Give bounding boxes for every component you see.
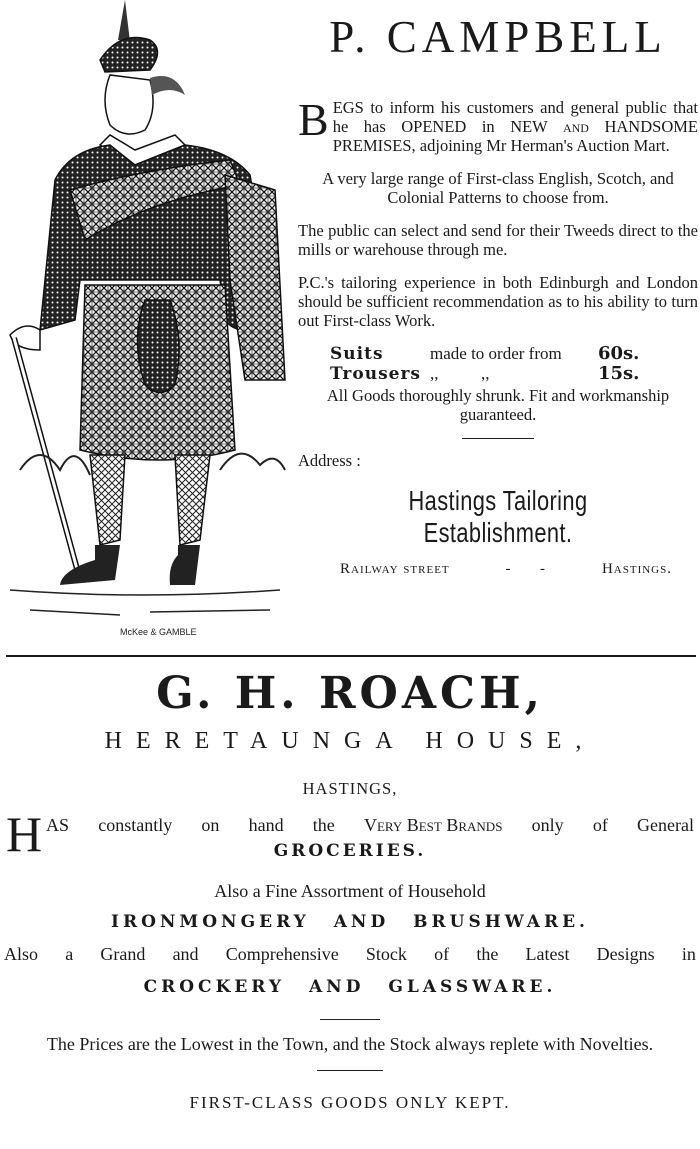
drop-cap-h: H [6, 806, 43, 862]
price-suits [298, 344, 698, 364]
price-value-suits: 60s. [598, 343, 640, 365]
prices-paragraph: The Prices are the Lowest in the Town, and the Stock always replete with Novelties. [46, 1034, 654, 1054]
street-dashes: - - [505, 561, 547, 578]
roach-advertisement [0, 664, 700, 1113]
groceries-heading: GROCERIES. [273, 841, 427, 861]
rule-2 [317, 1070, 383, 1071]
intro-paragraph: BEGS to inform his customers and general public that he has OPENED in NEW and HANDSOME PREMISES, adjoining Mr Herman's Auction Mart. [298, 94, 698, 156]
price-item-trousers: Trousers [330, 364, 421, 385]
has-paragraph [4, 806, 696, 867]
drop-cap-b: B [298, 94, 329, 146]
town-name: Hastings. [601, 561, 672, 578]
highlander-illustration [0, 0, 290, 650]
guarantee-text: All Goods thoroughly shrunk. Fit and workmanship guaranteed. [326, 386, 670, 425]
street-line [298, 561, 698, 578]
street-name: Railway street [340, 561, 450, 578]
crockery-heading: CROCKERY AND GLASSWARE. [143, 977, 557, 997]
first-class-line: FIRST-CLASS GOODS ONLY KEPT. [189, 1093, 511, 1112]
price-trousers [298, 364, 698, 384]
has-line-words: AS constantly on hand the Very Best Brands only of General [46, 815, 694, 835]
range-paragraph: A very large range of First-class English, Scotch, and Colonial Patterns to choose from. [322, 169, 674, 208]
house-name: HERETAUNGA HOUSE, [104, 728, 596, 754]
establishment-name: Hastings Tailoring Establishment. [408, 485, 588, 549]
also-grand-line: Also a Grand and Comprehensive Stock of the Latest Designs in [4, 944, 696, 964]
address-label: Address : [298, 451, 361, 471]
also-fine-line: Also a Fine Assortment of Household [214, 881, 486, 901]
campbell-advertisement [298, 0, 698, 578]
price-value-trousers: 15s. [598, 363, 640, 385]
roach-title: G. H. ROACH, [156, 668, 544, 719]
public-paragraph: The public can select and send for their Tweeds direct to the mills or warehouse through me. [298, 221, 698, 260]
campbell-title: P. CAMPBELL [329, 12, 667, 62]
price-item-suits: Suits [330, 344, 384, 365]
rule-1 [320, 1019, 380, 1020]
hastings-line: HASTINGS, [302, 779, 398, 798]
short-rule [462, 438, 534, 439]
section-divider [6, 655, 696, 657]
experience-paragraph: P.C.'s tailoring experience in both Edinburgh and London should be sufficient recommendation as to his ability to turn out First-class Work. [298, 273, 698, 331]
price-text-trousers: ,, ,, [430, 364, 490, 384]
ironmongery-heading: IRONMONGERY AND BRUSHWARE. [111, 912, 589, 932]
artist-signature: McKee & GAMBLE [120, 627, 197, 637]
price-text-suits: made to order from [430, 344, 562, 364]
